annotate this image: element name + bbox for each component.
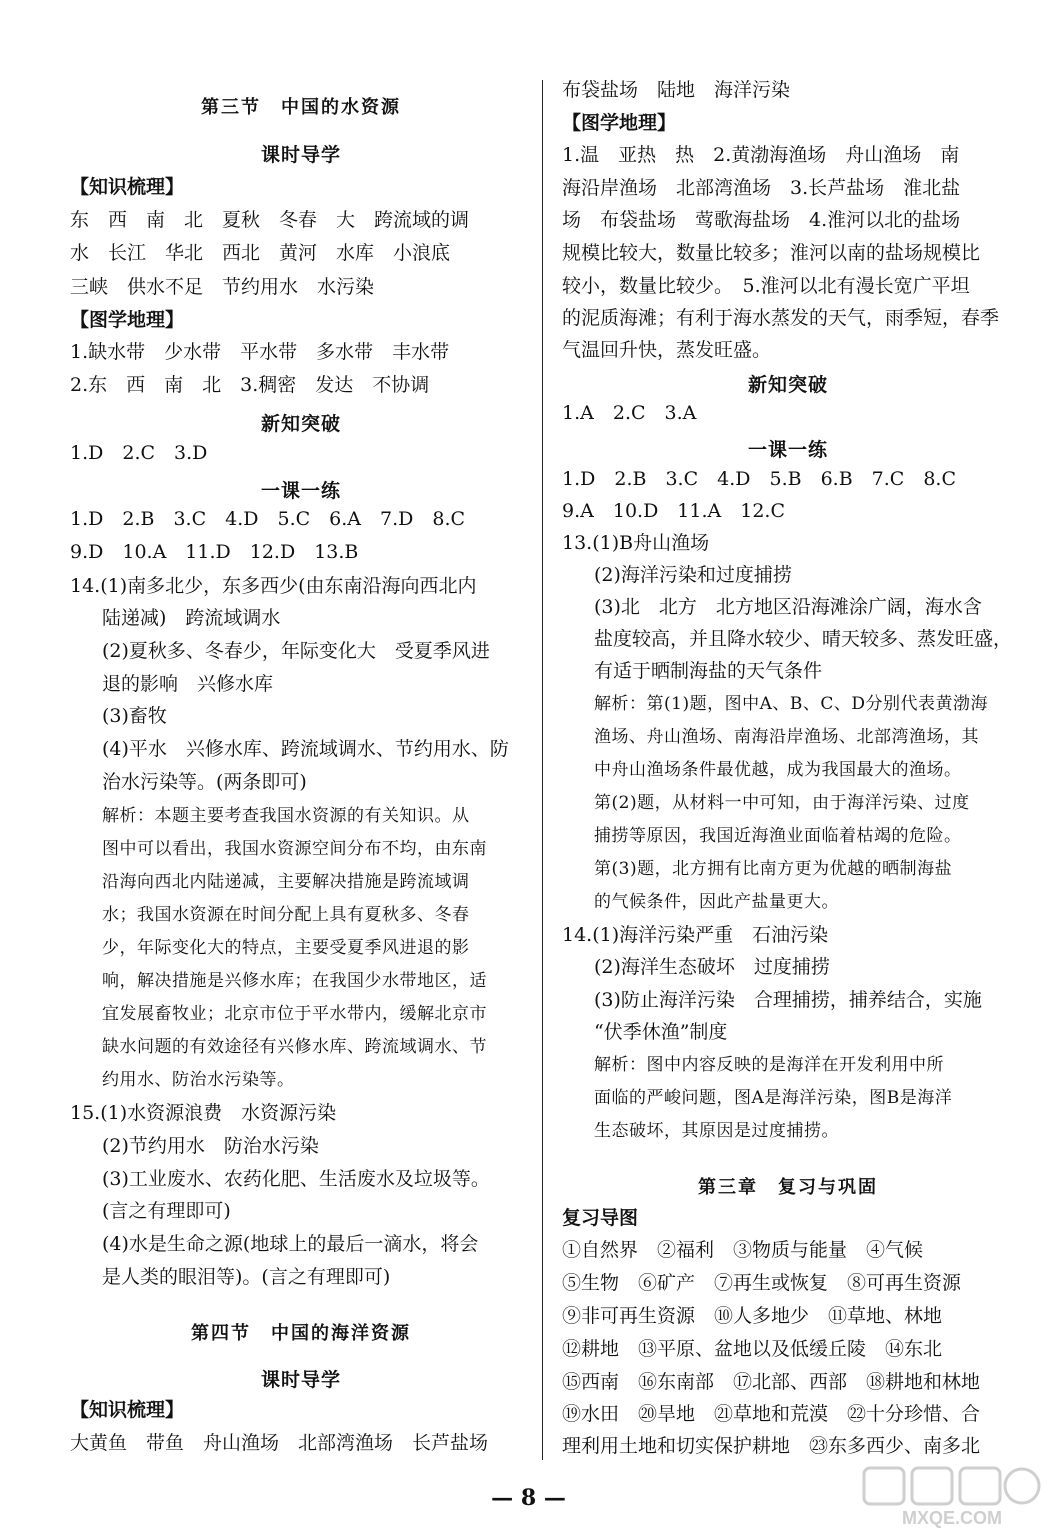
section-heading: 第三节 中国的水资源 <box>201 97 401 118</box>
explanation-line: 生态破坏，其原因是过度捕捞。 <box>594 1121 839 1141</box>
explanation-line: 第(2)题，从材料一中可知，由于海洋污染、过度 <box>594 793 970 813</box>
explanation-line: 解析：图中内容反映的是海洋在开发利用中所 <box>594 1055 944 1075</box>
explanation-line: 捕捞等原因，我国近海渔业面临着枯竭的危险。 <box>594 826 962 846</box>
answer-line: 14.(1)海洋污染严重 石油污染 <box>562 924 829 946</box>
answer-line: (3)防止海洋污染 合理捕捞，捕养结合，实施 <box>594 989 982 1011</box>
explanation-line: 水；我国水资源在时间分配上具有夏秋多、冬春 <box>102 905 470 925</box>
subsection-label: 【知识梳理】 <box>70 1399 185 1421</box>
explanation-line: 渔场、舟山渔场、南海沿岸渔场、北部湾渔场，其 <box>594 727 979 747</box>
answer-line: (言之有理即可) <box>102 1200 231 1222</box>
answer-line: (2)节约用水 防治水污染 <box>102 1135 319 1157</box>
answer-line: (4)平水 兴修水库、跨流域调水、节约用水、防 <box>102 738 509 760</box>
page-number-value: 8 <box>520 1485 537 1511</box>
section-heading: 新知突破 <box>260 413 341 435</box>
watermark-logo <box>862 1466 1042 1528</box>
answer-line: 1.D 2.B 3.C 4.D 5.C 6.A 7.D 8.C <box>70 508 466 530</box>
answer-line: ⑮西南 ⑯东南部 ⑰北部、西部 ⑱耕地和林地 <box>562 1371 981 1393</box>
section-heading: 第四节 中国的海洋资源 <box>191 1323 411 1344</box>
answer-line: 的泥质海滩；有利于海水蒸发的天气，雨季短，春季 <box>562 307 1000 329</box>
explanation-line: 解析：本题主要考查我国水资源的有关知识。从 <box>102 806 470 826</box>
explanation-line: 响，解决措施是兴修水库；在我国少水带地区，适 <box>102 971 487 991</box>
answer-line: 较小，数量比较少。 5.淮河以北有漫长宽广平坦 <box>562 275 970 297</box>
answer-line: ⑫耕地 ⑬平原、盆地以及低缓丘陵 ⑭东北 <box>562 1338 943 1360</box>
answer-line: 9.A 10.D 11.A 12.C <box>562 500 785 522</box>
explanation-line: 面临的严峻问题，图A是海洋污染，图B是海洋 <box>594 1088 953 1108</box>
subsection-label: 【知识梳理】 <box>70 176 185 198</box>
answer-line: 陆递减) 跨流域调水 <box>102 607 281 629</box>
answer-line: 规模比较大，数量比较多；淮河以南的盐场规模比 <box>562 242 981 264</box>
answer-line: 布袋盐场 陆地 海洋污染 <box>562 79 791 101</box>
answer-line: 14.(1)南多北少，东多西少(由东南沿海向西北内 <box>70 575 477 597</box>
explanation-line: 中舟山渔场条件最优越，成为我国最大的渔场。 <box>594 760 962 780</box>
answer-line: ⑨非可再生资源 ⑩人多地少 ⑪草地、林地 <box>562 1305 943 1327</box>
answer-line: 2.东 西 南 北 3.稠密 发达 不协调 <box>70 374 430 396</box>
column-divider <box>542 80 543 1460</box>
answer-line: (3)工业废水、农药化肥、生活废水及垃圾等。 <box>102 1168 490 1190</box>
svg-text:MXQE.COM: MXQE.COM <box>901 1508 1003 1528</box>
answer-line: (4)水是生命之源(地球上的最后一滴水，将会 <box>102 1233 479 1255</box>
answer-line: 9.D 10.A 11.D 12.D 13.B <box>70 541 359 563</box>
section-heading: 第三章 复习与巩固 <box>698 1177 878 1198</box>
section-heading: 一课一练 <box>747 439 828 461</box>
answer-line: 场 布袋盐场 莺歌海盐场 4.淮河以北的盐场 <box>562 209 961 231</box>
explanation-line: 的气候条件，因此产盐量更大。 <box>594 892 839 912</box>
section-heading: 课时导学 <box>260 144 341 166</box>
answer-line: 15.(1)水资源浪费 水资源污染 <box>70 1102 337 1124</box>
answer-line: (2)夏秋多、冬春少，年际变化大 受夏季风进 <box>102 640 490 662</box>
answer-line: ①自然界 ②福利 ③物质与能量 ④气候 <box>562 1239 924 1261</box>
answer-line: ⑤生物 ⑥矿产 ⑦再生或恢复 ⑧可再生资源 <box>562 1272 962 1294</box>
section-heading: 新知突破 <box>747 374 828 396</box>
answer-line: “伏季休渔”制度 <box>594 1021 728 1043</box>
answer-line: (3)畜牧 <box>102 705 167 727</box>
explanation-line: 第(3)题，北方拥有比南方更为优越的晒制海盐 <box>594 859 953 879</box>
answer-line: 盐度较高，并且降水较少、晴天较多、蒸发旺盛， <box>594 628 1013 650</box>
answer-line: 东 西 南 北 夏秋 冬春 大 跨流域的调 <box>70 209 470 231</box>
answer-line: 海沿岸渔场 北部湾渔场 3.长芦盐场 淮北盐 <box>562 177 961 199</box>
page-number: — 8 — <box>491 1485 566 1511</box>
answer-line: 是人类的眼泪等)。(言之有理即可) <box>102 1266 391 1288</box>
answer-line: 三峡 供水不足 节约用水 水污染 <box>70 276 375 298</box>
explanation-line: 缺水问题的有效途径有兴修水库、跨流域调水、节 <box>102 1037 487 1057</box>
subsection-label: 复习导图 <box>562 1207 639 1229</box>
answer-line: 13.(1)B舟山渔场 <box>562 532 710 554</box>
explanation-line: 图中可以看出，我国水资源空间分布不均，由东南 <box>102 839 487 859</box>
answer-line: 治水污染等。(两条即可) <box>102 771 307 793</box>
answer-line: 1.D 2.B 3.C 4.D 5.B 6.B 7.C 8.C <box>562 468 956 490</box>
answer-line: (2)海洋生态破坏 过度捕捞 <box>594 956 830 978</box>
answer-line: 水 长江 华北 西北 黄河 水库 小浪底 <box>70 242 451 264</box>
answer-line: 有适于晒制海盐的天气条件 <box>594 660 823 682</box>
explanation-line: 约用水、防治水污染等。 <box>102 1070 295 1090</box>
answer-line: 退的影响 兴修水库 <box>102 673 274 695</box>
explanation-line: 解析：第(1)题，图中A、B、C、D分别代表黄渤海 <box>594 694 988 714</box>
section-heading: 课时导学 <box>260 1369 341 1391</box>
answer-line: (2)海洋污染和过度捕捞 <box>594 564 792 586</box>
subsection-label: 【图学地理】 <box>70 309 185 331</box>
answer-line: ⑲水田 ⑳旱地 ㉑草地和荒漠 ㉒十分珍惜、合 <box>562 1403 981 1425</box>
answer-line: 气温回升快，蒸发旺盛。 <box>562 339 772 361</box>
answer-line: 理利用土地和切实保护耕地 ㉓东多西少、南多北 <box>562 1435 981 1457</box>
explanation-line: 少，年际变化大的特点，主要受夏季风进退的影 <box>102 938 470 958</box>
section-heading: 一课一练 <box>260 480 341 502</box>
answer-line: 1.D 2.C 3.D <box>70 442 208 464</box>
answer-line: 1.温 亚热 热 2.黄渤海渔场 舟山渔场 南 <box>562 144 960 166</box>
subsection-label: 【图学地理】 <box>562 112 677 134</box>
answer-line: 大黄鱼 带鱼 舟山渔场 北部湾渔场 长芦盐场 <box>70 1432 489 1454</box>
explanation-line: 宜发展畜牧业；北京市位于平水带内，缓解北京市 <box>102 1004 487 1024</box>
answer-line: 1.缺水带 少水带 平水带 多水带 丰水带 <box>70 341 450 363</box>
explanation-line: 沿海向西北内陆递减，主要解决措施是跨流域调 <box>102 872 470 892</box>
answer-line: (3)北 北方 北方地区沿海滩涂广阔，海水含 <box>594 596 982 618</box>
answer-line: 1.A 2.C 3.A <box>562 402 697 424</box>
